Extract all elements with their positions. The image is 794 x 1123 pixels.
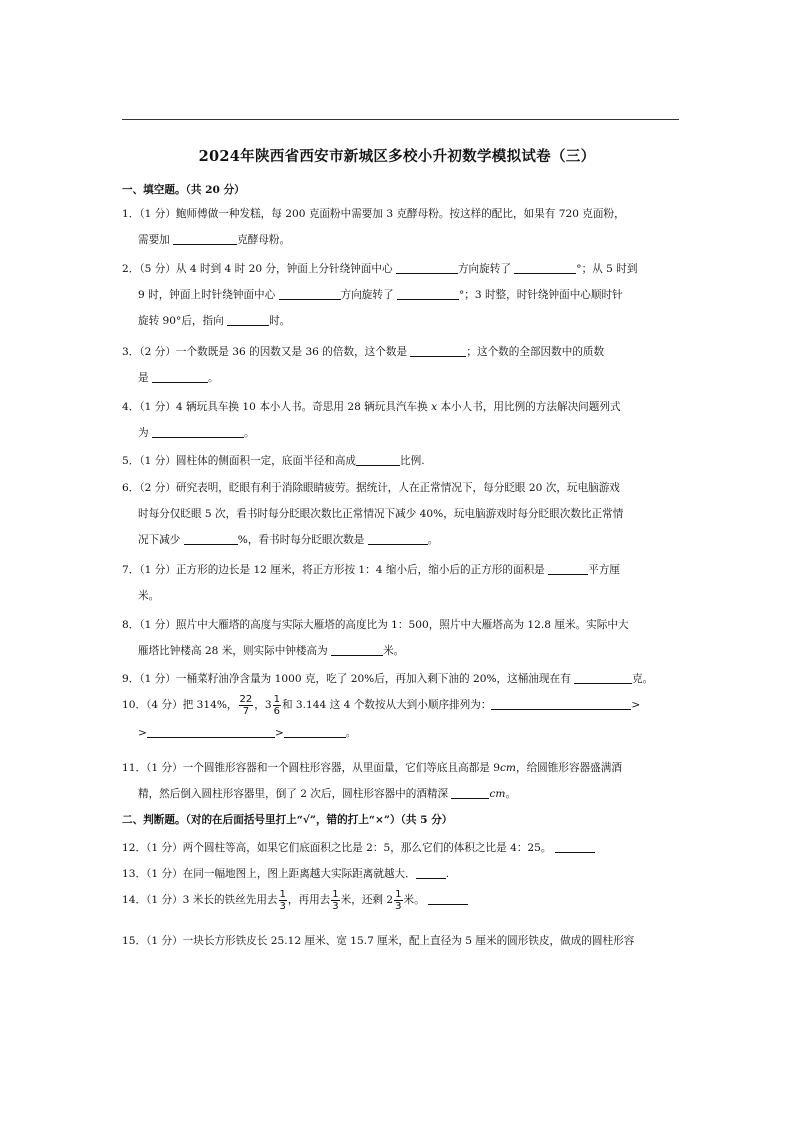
answer-blank[interactable] [331,643,383,656]
question-6: 6．（2 分）研究表明，眨眼有利于消除眼睛疲劳。据统计，人在正常情况下，每分眨眼 20 次，玩电脑游戏 时每分仅眨眼 5 次，看书时每分眨眼次数比正常情况下减少 40%，玩电脑游戏时每分眨眼次数比正常情 况下减少 %，看书时每分眨眼次数是 。 [122,482,624,546]
question-1-line-1: 1．（1 分）鲍师傅做一种发糕，每 200 克面粉中需要加 3 克酵母粉。按这样的配比，如果有 720 克面粉， [122,208,625,220]
question-8: 8．（1 分）照片中大雁塔的高度与实际大雁塔的高度比为 1：500，照片中大雁塔高为 12.8 厘米。实际中大 雁塔比钟楼高 28 米，则实际中钟楼高为 米。 [122,619,629,657]
answer-blank[interactable] [356,453,400,466]
answer-blank[interactable] [279,287,341,300]
header-rule [122,119,679,120]
question-14: 14．（1 分）3 米长的铁丝先用去 $\frac{1}{3}$ ，再用去 $\frac{1}{3}$ 米，还剩 2 $\frac{1}{3}$ 米。 [122,887,682,917]
answer-blank[interactable] [147,725,275,738]
page-title: 2024年陕西省西安市新城区多校小升初数学模拟试卷（三） [198,148,596,165]
answer-blank[interactable] [555,840,595,853]
question-13: 13．（1 分）在同一幅地图上，图上距离越大实际距离就越大． . [122,868,450,880]
question-11: 11．（1 分）一个圆锥形容器和一个圆柱形容器，从里面量，它们等底且高都是 9cm，给圆锥形容器盛满酒 精，然后倒入圆柱形容器里，倒了 2 次后，圆柱形容器中的酒精深 cm。 [122,762,622,800]
question-10: 10．（4 分）把 314%， $\frac{22}{7}$ ，3 $\frac{1}{6}$ 和 3.144 这 4 个数按从大到小顺序排列为： > > > 。 [122,693,641,739]
fraction: $\frac{1}{3}$ [332,888,339,912]
answer-blank[interactable] [428,892,468,905]
answer-blank[interactable] [410,344,466,357]
answer-blank[interactable] [368,532,428,545]
answer-blank[interactable] [227,313,269,326]
answer-blank[interactable] [152,370,208,383]
answer-blank[interactable] [152,425,244,438]
answer-blank[interactable] [397,287,459,300]
answer-blank[interactable] [491,697,631,710]
question-1: 1．（1 分）鲍师傅做一种发糕，每 200 克面粉中需要加 3 克酵母粉。按这样的配比，如果有 720 克面粉， 需要加 克酵母粉。 [122,201,682,253]
section-fill-in-heading: 一、填空题。（共 20 分） [122,184,245,196]
answer-blank[interactable] [514,261,576,274]
answer-blank[interactable] [451,786,489,799]
fraction: $\frac{1}{3}$ [279,888,286,912]
answer-blank[interactable] [396,261,458,274]
answer-blank[interactable] [574,671,632,684]
question-7: 7．（1 分）正方形的边长是 12 厘米，将正方形按 1：4 缩小后，缩小后的正方形的面积是 平方厘 米。 [122,564,620,602]
question-5: 5．（1 分）圆柱体的侧面积一定，底面半径和高成 比例. [122,455,425,467]
question-2: 2．（5 分）从 4 时到 4 时 20 分，钟面上分针绕钟面中心 方向旋转了 °；从 5 时到 9 时，钟面上时针绕钟面中心 方向旋转了 °；3 时整，时针绕钟面中心顺时针 旋转 90°后，指向 时。 [122,263,638,327]
answer-blank[interactable] [284,725,346,738]
fraction: $\frac{1}{6}$ [273,693,280,717]
answer-blank[interactable] [416,866,446,879]
section-judgement-heading: 二、判断题。（对的在后面括号里打上“√”，错的打上“×”）（共 5 分） [122,814,453,826]
question-9: 9．（1 分）一桶菜籽油净含量为 1000 克，吃了 20%后，再加入剩下油的 20%，这桶油现在有 克。 [122,673,654,685]
fraction: $\frac{22}{7}$ [239,693,253,717]
question-4: 4．（1 分）4 辆玩具车换 10 本小人书。奇思用 28 辆玩具汽车换 x 本小人书，用比例的方法解决问题列式 为 。 [122,401,621,439]
question-15: 15．（1 分）一块长方形铁皮长 25.12 厘米、宽 15.7 厘米，配上直径为 5 厘米的圆形铁皮，做成的圆柱形容 [122,935,635,947]
answer-blank[interactable] [548,562,588,575]
answer-blank[interactable] [173,232,237,245]
question-12: 12．（1 分）两个圆柱等高，如果它们底面积之比是 2：5，那么它们的体积之比是 4：25。 [122,835,682,861]
answer-blank[interactable] [184,532,238,545]
question-3: 3．（2 分）一个数既是 36 的因数又是 36 的倍数，这个数是 ；这个数的全部因数中的质数 是 。 [122,346,605,384]
fraction: $\frac{1}{3}$ [395,888,402,912]
